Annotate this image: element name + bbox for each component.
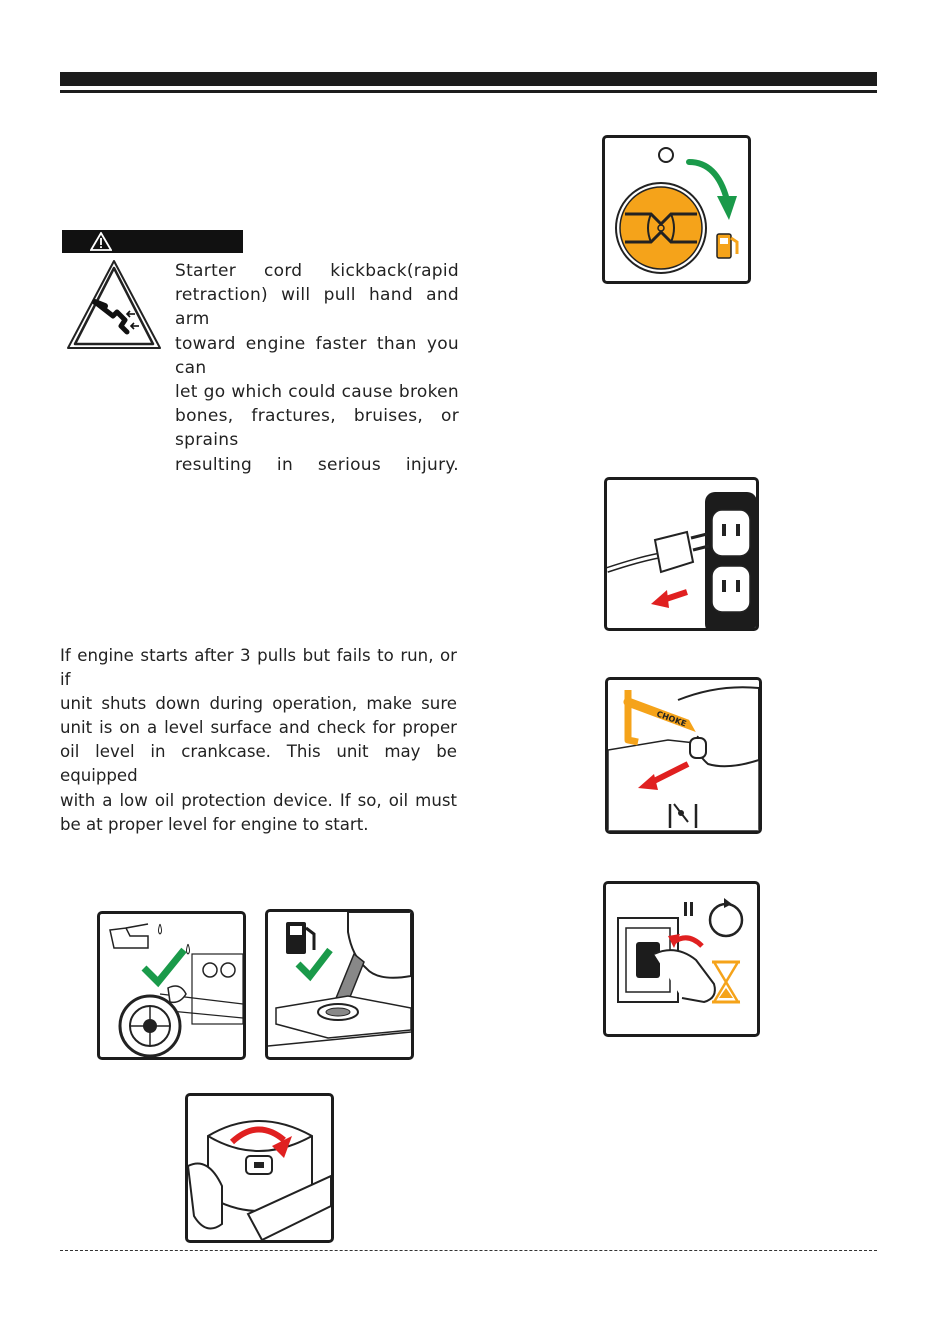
- troubleshoot-paragraph: [60, 644, 457, 837]
- warning-line: bones, fractures, bruises, or sprains: [175, 406, 459, 451]
- paragraph-line: unit shuts down during operation, make sure: [60, 694, 457, 714]
- warning-line: retraction) will pull hand and arm: [175, 285, 459, 330]
- header-rule: [60, 90, 877, 93]
- kickback-warning-icon: [65, 258, 163, 352]
- paragraph-line: be at proper level for engine to start.: [60, 814, 369, 834]
- oil-level-illustration: [97, 911, 246, 1060]
- warning-line: let go which could cause broken: [175, 382, 459, 403]
- footer-dashed-rule: [60, 1250, 877, 1251]
- choke-lever-illustration: [605, 677, 762, 834]
- engine-switch-illustration: [603, 881, 760, 1037]
- oil-cap-illustration: [185, 1093, 334, 1243]
- warning-label: [62, 230, 243, 253]
- header-bar: [60, 72, 877, 86]
- fuel-valve-illustration: [602, 135, 751, 284]
- paragraph-line: If engine starts after 3 pulls but fails to run, or if: [60, 646, 457, 690]
- kickback-warning-text: [175, 259, 459, 477]
- warning-line: toward engine faster than you can: [175, 333, 459, 378]
- choke-text: CHOKE: [655, 709, 688, 729]
- warning-line: Starter cord kickback(rapid: [175, 261, 459, 281]
- paragraph-line: unit is on a level surface and check for proper: [60, 718, 457, 738]
- warning-triangle-icon: [90, 232, 112, 251]
- unplug-cord-illustration: [604, 477, 759, 631]
- fuel-level-illustration: [265, 909, 414, 1060]
- paragraph-line: oil level in crankcase. This unit may be equipped: [60, 742, 457, 786]
- warning-line: resulting in serious injury.: [175, 454, 459, 475]
- paragraph-line: with a low oil protection device. If so, oil must: [60, 790, 457, 810]
